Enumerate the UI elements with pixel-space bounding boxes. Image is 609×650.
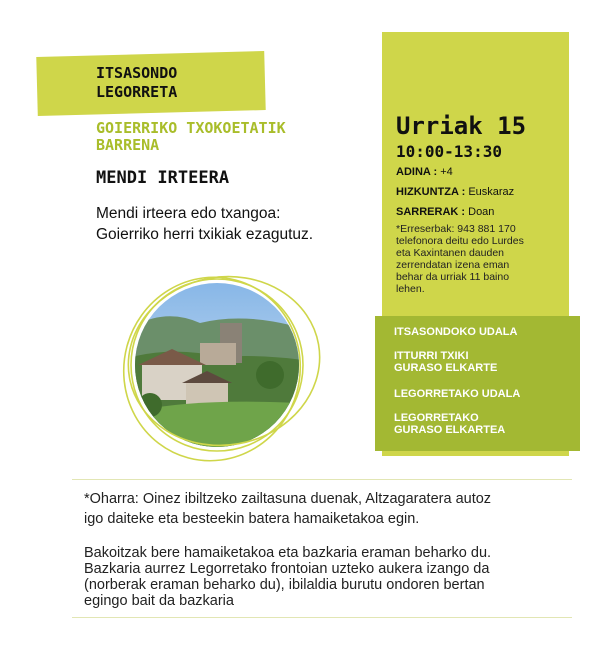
village-photo [120,265,335,465]
note-line: *Oharra: Oinez ibiltzeko zailtasuna duenak, Altzagaratera autoz [84,491,492,507]
event-description [96,203,313,245]
event-date: Urriak 15 [396,112,527,140]
notice-line: telefonora deitu edo Lurdes [396,235,524,247]
age-value: +4 [440,166,453,178]
description-line-1: Mendi irteera edo txangoa: [96,205,281,222]
notice-line: lehen. [396,283,425,295]
event-type: MENDI IRTEERA [96,168,230,188]
organizer-itsasondo: ITSASONDOKO UDALA [394,326,518,338]
entry-value: Doan [468,206,495,218]
organizer-itturri-txiki [394,350,497,374]
organizer-line: GURASO ELKARTE [394,362,498,374]
divider [72,617,572,618]
subtitle-line-2: BARRENA [96,136,160,154]
event-subtitle [96,120,286,154]
language-row [396,186,514,198]
organizer-line: GURASO ELKARTEA [394,424,506,436]
place-title [96,64,177,102]
subtitle-line-1: GOIERRIKO TXOKOETATIK [96,119,286,137]
organizer-legorreta: LEGORRETAKO UDALA [394,388,521,400]
language-label: HIZKUNTZA : [396,186,466,198]
divider [72,479,572,480]
place-line-2: LEGORRETA [96,83,178,101]
age-row [396,166,453,178]
notice-line: zerrendatan izena eman [396,259,510,271]
entry-row [396,206,494,218]
note-text [84,489,564,529]
place-line-1: ITSASONDO [96,64,178,82]
meal-text [84,545,574,609]
organizer-line: ITTURRI TXIKI [394,350,469,362]
notice-line: behar da urriak 11 baino [396,271,510,283]
meal-line: egingo bait da bazkaria [84,593,234,609]
meal-line: (norberak eraman beharko du), ibilaldia burutu ondoren bertan [84,577,485,593]
note-line: igo daiteke eta besteekin batera hamaiketakoa egin. [84,511,420,527]
age-label: ADINA : [396,166,438,178]
notice-line: *Erreserbak: 943 881 170 [396,223,516,235]
notice-line: eta Kaxintanen dauden [396,247,505,259]
reservation-notice [396,223,556,295]
description-line-2: Goierriko herri txikiak ezagutuz. [96,226,314,243]
event-time: 10:00-13:30 [396,142,502,161]
entry-label: SARRERAK : [396,206,466,218]
organizer-legorreta-guraso [394,412,505,436]
language-value: Euskaraz [468,186,515,198]
meal-line: Bakoitzak bere hamaiketakoa eta bazkaria eraman beharko du. [84,545,492,561]
meal-line: Bazkaria aurrez Legorretako frontoian uzteko aukera izango da [84,561,490,577]
organizer-line: LEGORRETAKO [394,412,479,424]
